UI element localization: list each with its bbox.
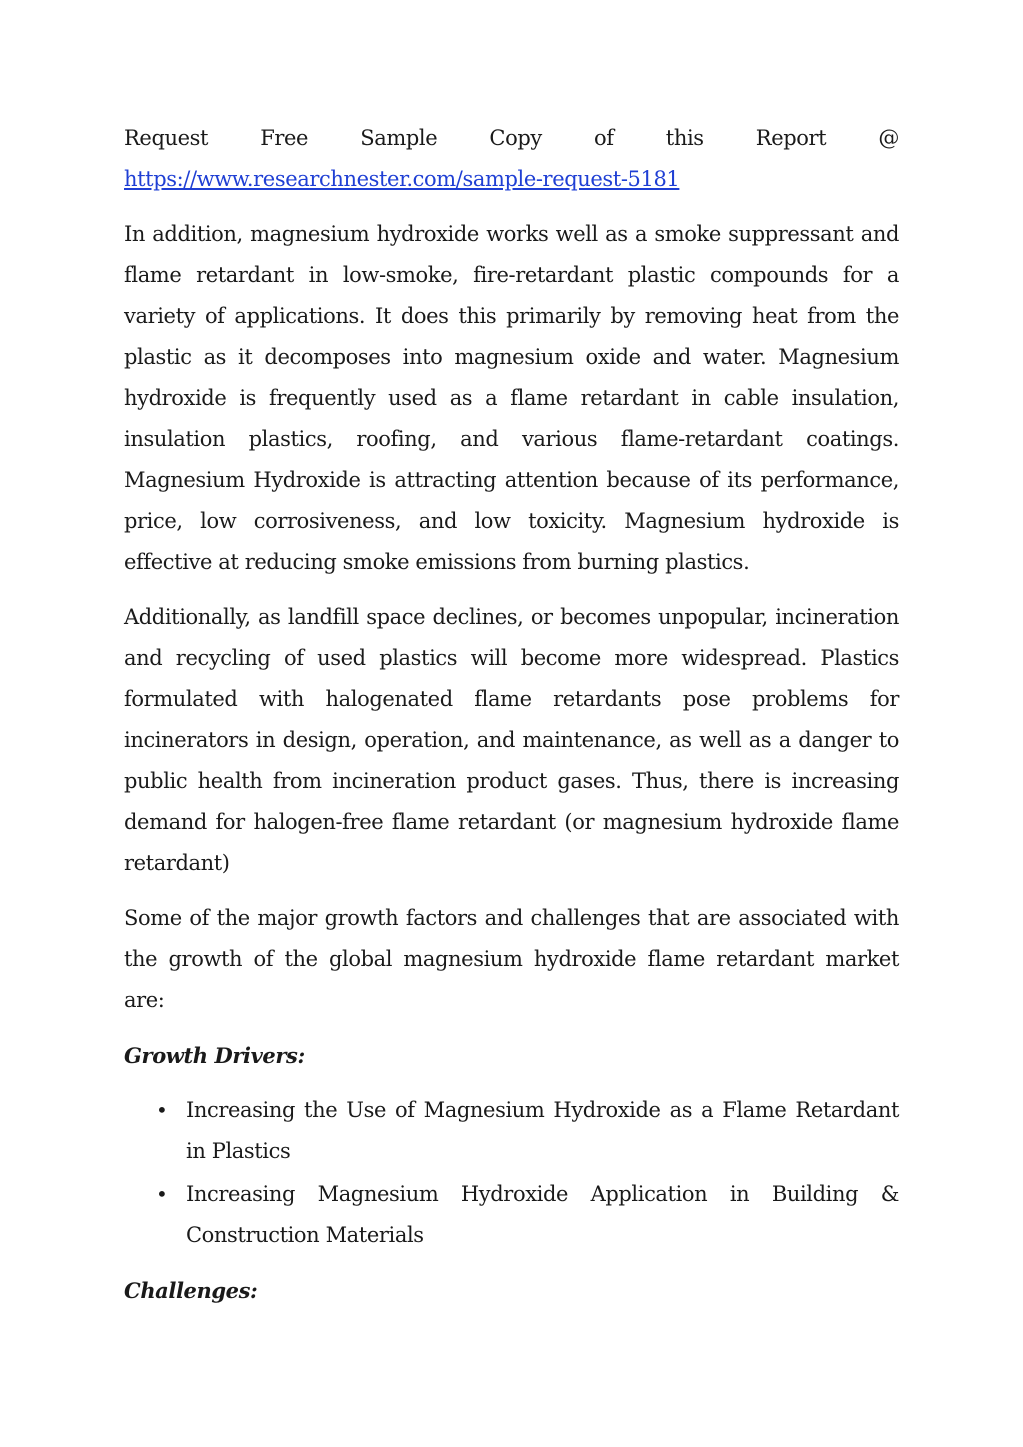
- request-word: @: [878, 126, 899, 150]
- paragraph-growth-factors-intro: Some of the major growth factors and challenges that are associated with the growth of the global magnesium hydroxide flame retardant market are:: [124, 906, 899, 1012]
- bullet-icon: •: [156, 1098, 168, 1122]
- sample-request-line: [124, 118, 899, 159]
- challenges-heading: Challenges:: [124, 1278, 258, 1303]
- request-word: Copy: [489, 126, 542, 150]
- list-item: [156, 1090, 899, 1172]
- growth-drivers-heading: Growth Drivers:: [124, 1043, 305, 1068]
- document-page: [124, 118, 899, 1325]
- bullet-icon: •: [156, 1182, 168, 1206]
- sample-request-link[interactable]: https://www.researchnester.com/sample-request-5181: [124, 167, 680, 191]
- request-word: Sample: [360, 126, 438, 150]
- request-word: of: [594, 126, 614, 150]
- request-word: Request: [124, 126, 209, 150]
- request-word: this: [665, 126, 704, 150]
- list-item: [156, 1174, 899, 1256]
- paragraph-magnesium-hydroxide-uses: In addition, magnesium hydroxide works well as a smoke suppressant and flame retardant in low-smoke, fire-retardant plastic compounds for a variety of applications. It does this primarily by removing heat from the plastic as it decomposes into magnesium oxide and water. Magnesium hydroxide is frequently used as a flame retardant in cable insulation, insulation plastics, roofing, and various flame-retardant coatings. Magnesium Hydroxide is attracting attention because of its performance, price, low corrosiveness, and low toxicity. Magnesium hydroxide is effective at reducing smoke emissions from burning plastics.: [124, 222, 899, 574]
- sample-request-link-line: [124, 159, 899, 200]
- list-item-text: Increasing the Use of Magnesium Hydroxide as a Flame Retardant in Plastics: [186, 1098, 899, 1163]
- request-word: Free: [260, 126, 309, 150]
- paragraph-incineration-recycling: Additionally, as landfill space declines, or becomes unpopular, incineration and recycling of used plastics will become more widespread. Plastics formulated with halogenated flame retardants pose problems for incinerators in design, operation, and maintenance, as well as a danger to public health from incineration product gases. Thus, there is increasing demand for halogen-free flame retardant (or magnesium hydroxide flame retardant): [124, 605, 899, 875]
- growth-drivers-list: [124, 1090, 899, 1256]
- request-word: Report: [755, 126, 827, 150]
- list-item-text: Increasing Magnesium Hydroxide Application in Building & Construction Materials: [186, 1182, 899, 1247]
